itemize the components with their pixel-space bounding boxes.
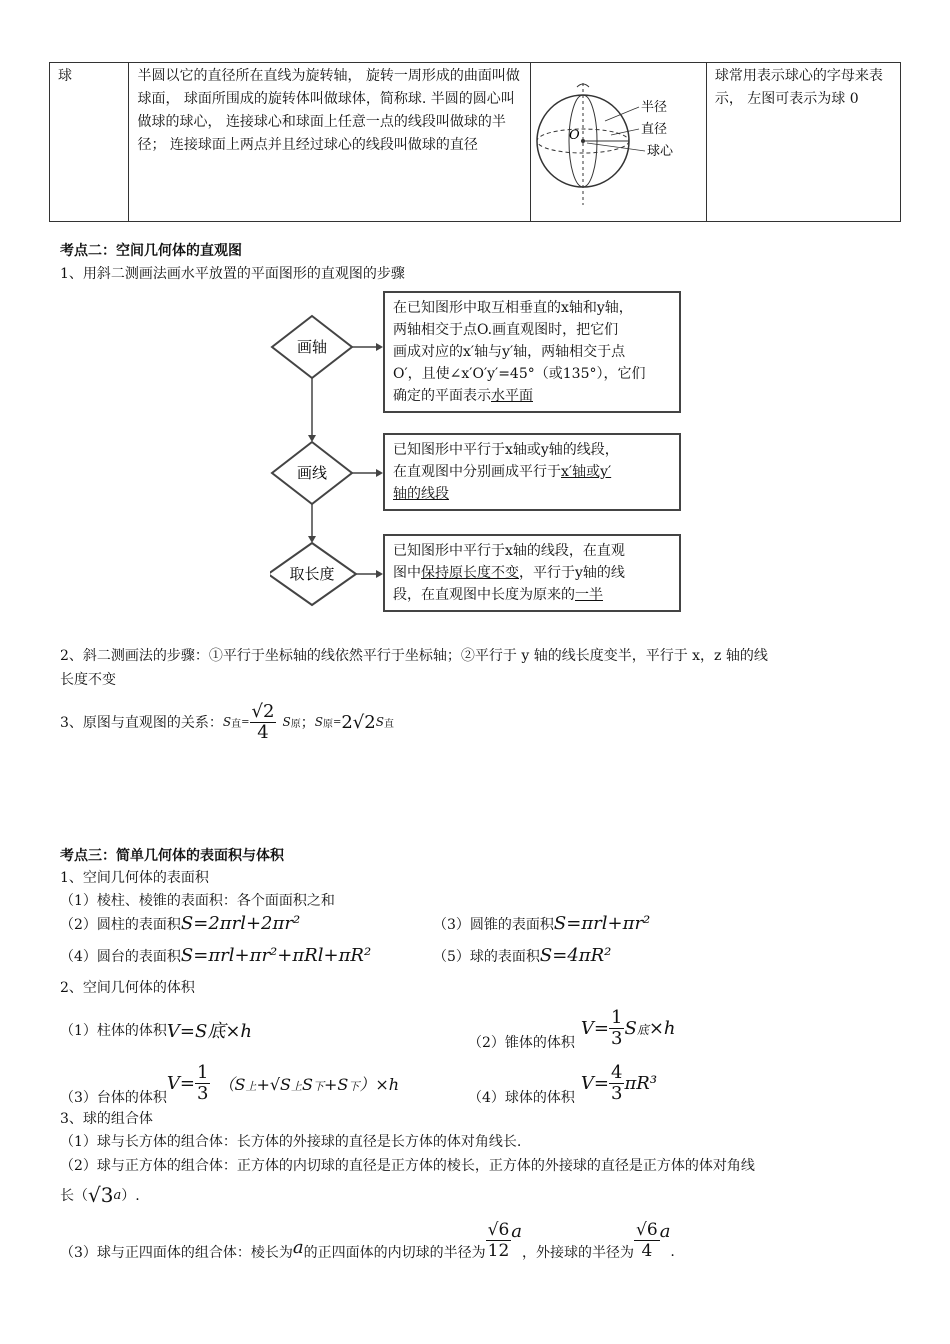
flow-box-axis — [383, 291, 681, 413]
flow-box-length-line2 — [393, 562, 671, 584]
s3-3-fraction1 — [486, 1220, 512, 1261]
s2-4-den: 3 — [611, 1082, 623, 1104]
s3-3-pre: （3）球与正四面体的组合体：棱长为 — [60, 1245, 293, 1261]
section3-s1-2 — [60, 913, 300, 934]
section3-s1: 1、空间几何体的表面积 — [60, 870, 209, 886]
s3-2b-pre: 长（ — [60, 1188, 88, 1204]
flow-box-length-line1: 已知图形中平行于x轴的线段，在直观 — [393, 543, 625, 559]
sphere-table — [49, 62, 901, 222]
flow-box-line-underline2: 轴的线段 — [393, 486, 449, 502]
flow-box-axis-line2: 两轴相交于点O.画直观图时，把它们 — [393, 322, 619, 338]
section3-s2-3: （3）台体的体积 V= $\frac{1}{3}$ （S上+√S上S下+S下）×h — [60, 1061, 400, 1106]
sphere-figure-cell — [530, 63, 706, 222]
flow-box-axis-line3: 画成对应的x′轴与y′轴，两轴相交于点 — [393, 344, 626, 360]
flow-box-length-underline2: 一半 — [575, 587, 603, 603]
s1-3-formula: S=πrl+πr² — [553, 913, 651, 934]
section3-heading: 考点三：简单几何体的表面积与体积 — [60, 848, 284, 864]
flow-box-length — [383, 534, 681, 612]
flow-arrowhead-right-2 — [376, 469, 383, 477]
s3-3-den1: 12 — [487, 1240, 510, 1261]
s1-5-label: （5）球的表面积 — [433, 949, 540, 965]
s1-3-label: （3）圆锥的表面积 — [433, 917, 554, 933]
s2-3-num: 1 — [197, 1061, 209, 1083]
flow-arrowhead-right-3 — [376, 570, 383, 578]
step-line-label: 画线 — [296, 464, 328, 482]
section2-item2-line1: 2、斜二测画法的步骤：①平行于坐标轴的线依然平行于坐标轴；②平行于 y 轴的线长度变半，平行于 x，z 轴的线 — [60, 648, 768, 664]
flow-arrowhead-1 — [308, 435, 316, 442]
flow-box-axis-line1: 在已知图形中取互相垂直的x轴和y轴， — [393, 300, 633, 316]
flow-box-axis-underline: 水平面 — [491, 388, 533, 404]
section3-s3-2a: （2）球与正方体的组合体：正方体的内切球的直径是正方体的棱长，正方体的外接球的直径是正方体的体对角线 — [60, 1158, 755, 1174]
flow-box-line — [383, 433, 681, 511]
item3-fraction-den: 4 — [257, 721, 269, 743]
step-length-label: 取长度 — [289, 565, 335, 583]
center-dot — [581, 139, 585, 143]
item3-sub-yuan-2: 原 — [322, 718, 333, 730]
radius-label: 半径 — [640, 100, 667, 115]
s2-3-den: 3 — [197, 1082, 209, 1104]
s3-3-num1: √6 — [487, 1219, 510, 1240]
center-label: O — [568, 128, 580, 143]
flow-box-line-line2 — [393, 461, 671, 483]
section3-s3: 3、球的组合体 — [60, 1111, 153, 1127]
s2-2-den: 3 — [611, 1027, 623, 1049]
section3-s2: 2、空间几何体的体积 — [60, 980, 195, 996]
flow-box-axis-line5-text: 确定的平面表示 — [393, 388, 491, 404]
item3-s-zhi-2: S — [375, 715, 384, 729]
sphere-notation-cell: 球常用表示球心的字母来表示， 左图可表示为球 0 — [706, 63, 900, 222]
item3-s-zhi: S — [222, 715, 232, 729]
item3-s-yuan: S — [282, 715, 291, 729]
item3-eq: = — [241, 716, 250, 728]
flow-arrowhead-right-1 — [376, 343, 383, 351]
section2-item1: 1、用斜二测画法画水平放置的平面图形的直观图的步骤 — [60, 266, 405, 282]
s1-2-label: （2）圆柱的表面积 — [60, 917, 181, 933]
s3-3-num2: √6 — [636, 1219, 658, 1240]
s2-4-label: （4）球体的体积 — [468, 1090, 575, 1106]
flow-box-axis-line5 — [393, 385, 671, 407]
item3-sub-zhi: 直 — [231, 718, 242, 730]
item3-eq-2: = — [332, 716, 342, 728]
section3-s1-5 — [433, 945, 611, 966]
s3-3-fraction2 — [634, 1220, 660, 1261]
section3-s1-1: （1）棱柱、棱锥的表面积：各个面面积之和 — [60, 893, 335, 909]
flow-box-line-line3 — [393, 483, 671, 505]
center-text-label: 球心 — [646, 144, 673, 159]
flow-box-length-line3-text: 段，在直观图中长度为原来的 — [393, 587, 575, 603]
flow-box-length-underline1: 保持原长度不变 — [421, 565, 519, 581]
flow-box-line-line1: 已知图形中平行于x轴或y轴的线段， — [393, 442, 619, 458]
section3-s3-2b: 长（ √3 a ）. — [60, 1183, 140, 1207]
s2-3-label: （3）台体的体积 — [60, 1090, 167, 1106]
item3-sub-yuan: 原 — [290, 718, 301, 730]
diameter-label: 直径 — [640, 122, 667, 137]
s2-3-fraction — [195, 1063, 210, 1104]
s2-1-label: （1）柱体的体积 — [60, 1023, 167, 1039]
section3-s2-1 — [60, 1015, 252, 1045]
s2-2-num: 1 — [611, 1006, 623, 1028]
section3-s3-3: （3）球与正四面体的组合体：棱长为 a 的正四面体的内切球的半径为 $\frac{√6}{12}$ a ，外接球的半径为 $\frac{√6}{4}$ a . — [60, 1219, 675, 1261]
section2-item3 — [60, 692, 394, 752]
sphere-term-cell: 球 — [50, 63, 129, 222]
step-axis-label: 画轴 — [296, 338, 328, 356]
s2-4-num: 4 — [611, 1061, 623, 1083]
item3-coefficient: 2√2 — [341, 711, 376, 733]
s2-4-fraction — [609, 1063, 624, 1104]
section3-s1-3 — [433, 913, 650, 934]
s2-1-formula: V=S底×h — [166, 1021, 253, 1042]
s3-3-den2: 4 — [641, 1240, 653, 1261]
sphere-figure — [531, 63, 705, 213]
item3-fraction — [250, 702, 277, 743]
s3-3-mid2: ，外接球的半径为 — [522, 1245, 635, 1261]
radius-leader — [605, 107, 639, 121]
flow-box-line-underline1: x′轴或y′ — [561, 464, 612, 480]
flow-box-length-line3 — [393, 584, 671, 606]
section3-s3-1: （1）球与长方体的组合体：长方体的外接球的直径是长方体的体对角线长. — [60, 1134, 522, 1150]
section2-item2-line2: 长度不变 — [60, 672, 116, 688]
s3-3-end: . — [670, 1244, 675, 1260]
s1-4-label: （4）圆台的表面积 — [60, 949, 181, 965]
item3-separator: ； — [300, 715, 315, 731]
s2-2-label: （2）锥体的体积 — [468, 1035, 575, 1051]
s1-2-formula: S=2πrl+2πr² — [180, 913, 301, 934]
flow-box-length-line2-b: ，平行于y轴的线 — [519, 565, 625, 581]
item3-s-yuan-2: S — [314, 715, 323, 729]
section2-heading: 考点二：空间几何体的直观图 — [60, 243, 242, 259]
item3-fraction-num: √2 — [251, 700, 275, 722]
s3-2b-post: ）. — [121, 1188, 140, 1204]
item3-prefix: 3、原图与直观图的关系： — [60, 715, 223, 731]
section3-s2-4: （4）球体的体积 V= $\frac{4}{3}$ πR³ — [468, 1061, 658, 1106]
sphere-definition-cell: 半圆以它的直径所在直线为旋转轴， 旋转一周形成的曲面叫做球面， 球面所围成的旋转体叫做球体，简称球. 半圆的圆心叫做球的球心， 连接球心和球面上任意一点的线段叫做球的半径； 连接球面上两点并且经过球心的线段叫做球的直径 — [129, 63, 530, 222]
flow-box-axis-line4: O′，且使∠x′O′y′=45°（或135°），它们 — [393, 366, 646, 382]
section3-s1-4 — [60, 945, 371, 966]
s2-2-fraction — [609, 1008, 624, 1049]
flow-box-line-line2-text: 在直观图中分别画成平行于 — [393, 464, 561, 480]
section3-s2-2: （2）锥体的体积 V= $\frac{1}{3}$ S底×h — [468, 1006, 676, 1051]
flow-box-length-line2-a: 图中 — [393, 565, 421, 581]
s3-3-mid: 的正四面体的内切球的半径为 — [303, 1245, 486, 1261]
s1-5-formula: S=4πR² — [539, 945, 612, 966]
item3-sub-zhi-2: 直 — [383, 718, 394, 730]
s1-4-formula: S=πrl+πr²+πRl+πR² — [180, 945, 372, 966]
flow-arrowhead-2 — [308, 536, 316, 543]
diameter-leader — [611, 129, 639, 135]
